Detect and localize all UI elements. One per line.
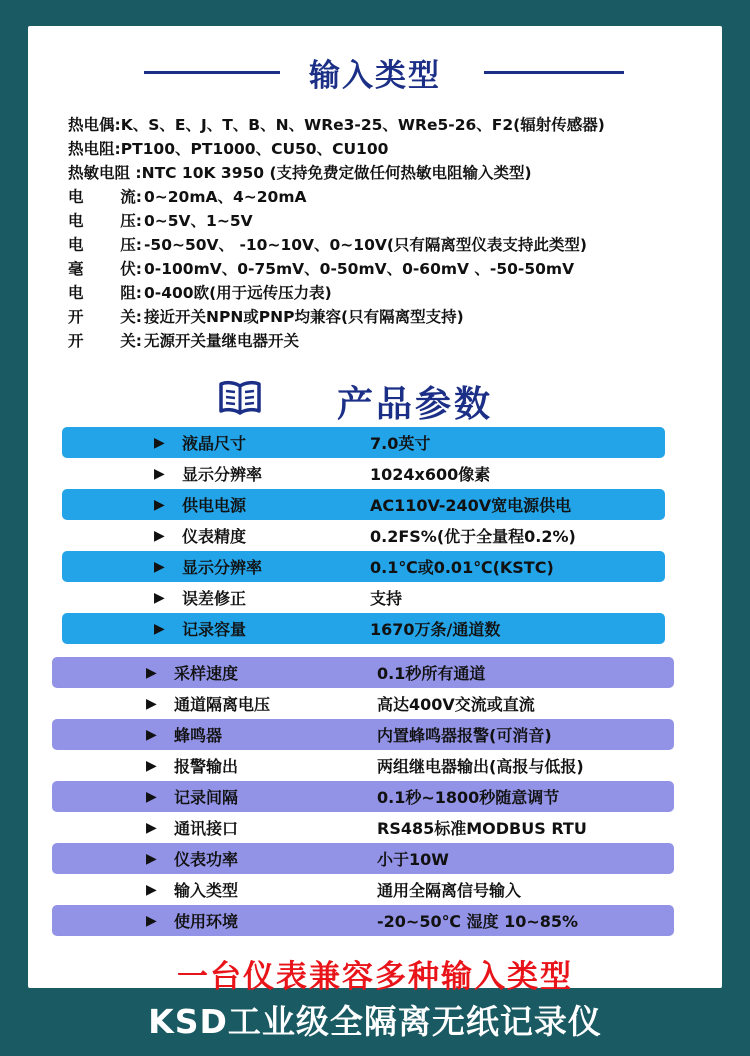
param-key: 通道隔离电压 <box>174 695 271 714</box>
param-value: 0.2FS%(优于全量程0.2%) <box>370 527 576 546</box>
param-key: 使用环境 <box>174 912 239 931</box>
param-value: 通用全隔离信号输入 <box>377 881 522 900</box>
param-value: 内置蜂鸣器报警(可消音) <box>377 726 552 745</box>
param-key: 显示分辨率 <box>182 465 263 484</box>
arrow-right-icon: ▶ <box>154 620 165 637</box>
table-row <box>62 427 665 458</box>
table-row <box>62 520 665 551</box>
input-label: 开 关: <box>68 308 142 326</box>
arrow-right-icon: ▶ <box>146 788 157 805</box>
arrow-right-icon: ▶ <box>154 558 165 575</box>
input-label: 热电偶: <box>68 116 121 134</box>
param-value: 高达400V交流或直流 <box>377 695 535 714</box>
table-row <box>52 688 674 719</box>
input-row-switch-relay <box>68 328 718 352</box>
arrow-right-icon: ▶ <box>154 589 165 606</box>
param-value: 两组继电器输出(高报与低报) <box>377 757 584 776</box>
param-key: 液晶尺寸 <box>182 434 247 453</box>
input-value: 0-400欧(用于远传压力表) <box>144 284 332 302</box>
param-value: AC110V-240V宽电源供电 <box>370 496 572 515</box>
input-row-resistance <box>68 280 718 304</box>
arrow-right-icon: ▶ <box>146 912 157 929</box>
input-value: PT100、PT1000、CU50、CU100 <box>120 140 389 158</box>
param-key: 报警输出 <box>174 757 239 776</box>
param-value: 7.0英寸 <box>370 434 431 453</box>
table-row <box>52 719 674 750</box>
input-label: 电 流: <box>68 188 142 206</box>
input-row-voltage-isolated <box>68 232 718 256</box>
input-row-thermocouple <box>68 112 718 136</box>
input-label: 电 压: <box>68 236 142 254</box>
table-row <box>62 458 665 489</box>
param-value: 0.1℃或0.01℃(KSTC) <box>370 558 554 577</box>
input-label: 热敏电阻 : <box>68 164 142 182</box>
input-value: 接近开关NPN或PNP均兼容(只有隔离型支持) <box>144 308 464 326</box>
input-label: 开 关: <box>68 332 142 350</box>
table-row <box>52 657 674 688</box>
input-value: -50~50V、 -10~10V、0~10V(只有隔离型仪表支持此类型) <box>144 236 588 254</box>
input-value: NTC 10K 3950 (支持免费定做任何热敏电阻输入类型) <box>141 164 532 182</box>
param-value: RS485标准MODBUS RTU <box>377 819 587 838</box>
param-key: 误差修正 <box>182 589 247 608</box>
table-row <box>52 905 674 936</box>
param-key: 蜂鸣器 <box>174 726 223 745</box>
input-row-voltage <box>68 208 718 232</box>
input-types-list <box>68 112 718 352</box>
input-value: 0~20mA、4~20mA <box>144 188 307 206</box>
param-value: 0.1秒所有通道 <box>377 664 486 683</box>
param-value: 小于10W <box>377 850 449 869</box>
input-value: 无源开关量继电器开关 <box>144 332 300 350</box>
input-types-title: 输入类型 <box>309 58 441 94</box>
title-rule-right <box>484 71 624 74</box>
arrow-right-icon: ▶ <box>154 465 165 482</box>
input-label: 毫 伏: <box>68 260 142 278</box>
arrow-right-icon: ▶ <box>154 434 165 451</box>
input-row-rtd <box>68 136 718 160</box>
param-value: 0.1秒~1800秒随意调节 <box>377 788 560 807</box>
table-row <box>62 489 665 520</box>
param-key: 显示分辨率 <box>182 558 263 577</box>
table-row <box>52 874 674 905</box>
arrow-right-icon: ▶ <box>146 664 157 681</box>
arrow-right-icon: ▶ <box>154 527 165 544</box>
input-row-thermistor <box>68 160 718 184</box>
param-key: 输入类型 <box>174 881 239 900</box>
param-key: 采样速度 <box>174 664 239 683</box>
param-key: 记录间隔 <box>174 788 239 807</box>
param-value: 1670万条/通道数 <box>370 620 501 639</box>
input-value: K、S、E、J、T、B、N、WRe3-25、WRe5-26、F2(辐射传感器) <box>120 116 605 134</box>
table-row <box>62 582 665 613</box>
param-value: 1024x600像素 <box>370 465 491 484</box>
input-value: 0-100mV、0-75mV、0-50mV、0-60mV 、-50-50mV <box>144 260 575 278</box>
product-params-title: 产品参数 <box>336 384 493 425</box>
arrow-right-icon: ▶ <box>154 496 165 513</box>
table-row <box>52 750 674 781</box>
input-row-current <box>68 184 718 208</box>
input-row-switch-npn <box>68 304 718 328</box>
param-value: 支持 <box>370 589 403 608</box>
param-key: 通讯接口 <box>174 819 239 838</box>
arrow-right-icon: ▶ <box>146 726 157 743</box>
table-row <box>52 843 674 874</box>
arrow-right-icon: ▶ <box>146 695 157 712</box>
table-row <box>52 781 674 812</box>
param-key: 仪表精度 <box>182 527 247 546</box>
table-row <box>62 551 665 582</box>
slogan: 一台仪表兼容多种输入类型 <box>177 959 573 995</box>
param-key: 仪表功率 <box>174 850 239 869</box>
input-label: 热电阻: <box>68 140 121 158</box>
arrow-right-icon: ▶ <box>146 757 157 774</box>
footer-title: KSD工业级全隔离无纸记录仪 <box>148 1002 602 1041</box>
arrow-right-icon: ▶ <box>146 850 157 867</box>
input-label: 电 阻: <box>68 284 142 302</box>
input-row-millivolt <box>68 256 718 280</box>
input-label: 电 压: <box>68 212 142 230</box>
input-value: 0~5V、1~5V <box>144 212 253 230</box>
param-value: -20~50℃ 湿度 10~85% <box>377 912 579 931</box>
param-key: 供电电源 <box>182 496 247 515</box>
table-row <box>52 812 674 843</box>
param-key: 记录容量 <box>182 620 247 639</box>
arrow-right-icon: ▶ <box>146 819 157 836</box>
content-card <box>28 26 722 995</box>
table-row <box>62 613 665 644</box>
arrow-right-icon: ▶ <box>146 881 157 898</box>
